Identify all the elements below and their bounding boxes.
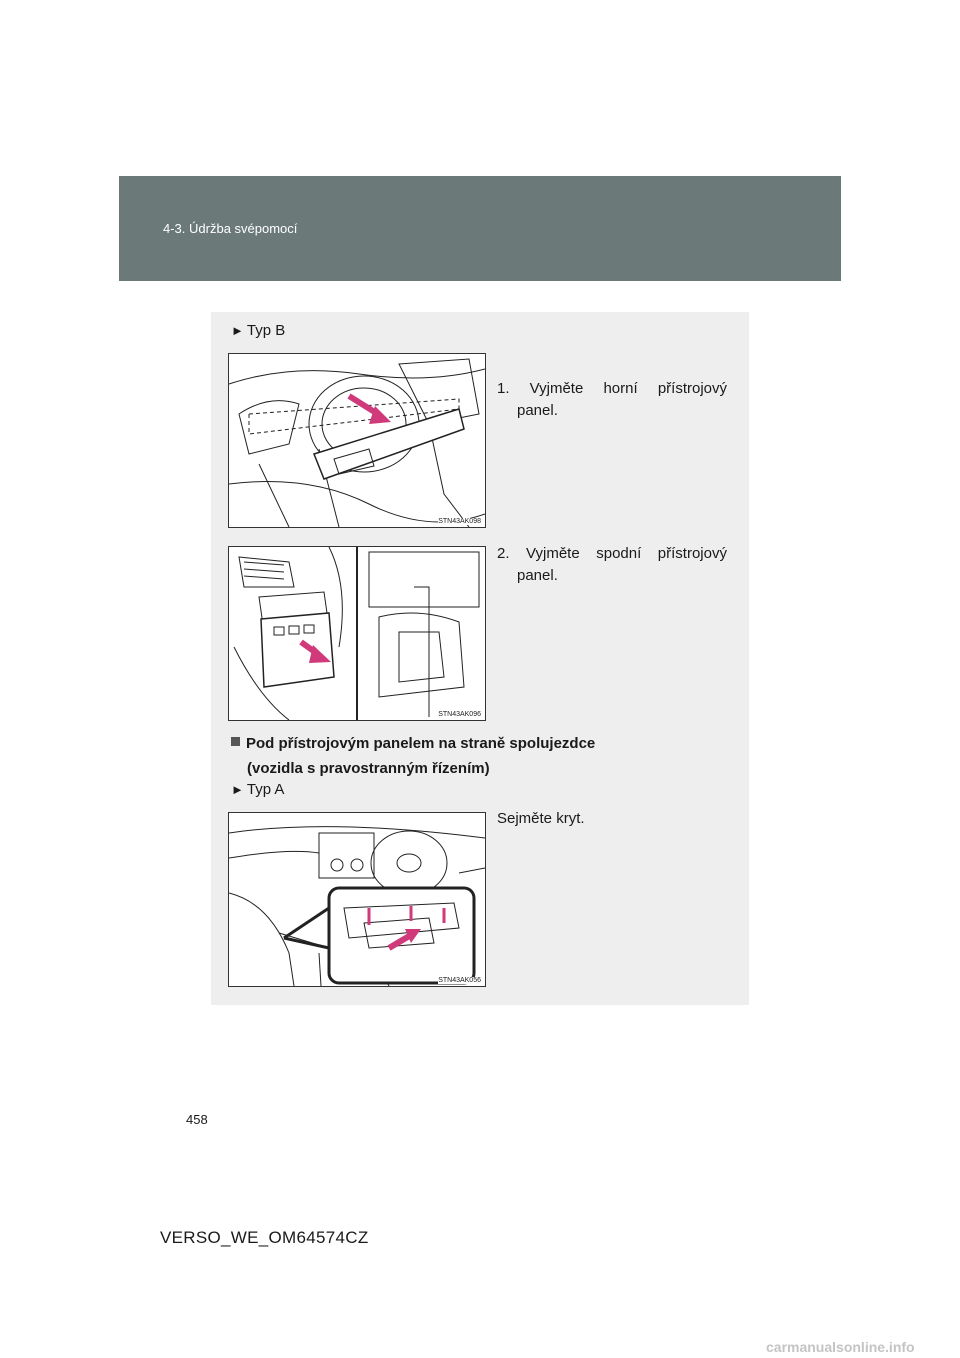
type-a-step-text: Sejměte kryt. [497, 810, 585, 827]
type-b-label: ► Typ B [231, 322, 286, 339]
triangle-bullet-icon: ► [231, 782, 244, 797]
section-title: 4-3. Údržba svépomocí [163, 221, 298, 236]
watermark: carmanualsonline.info [766, 1339, 915, 1355]
figure-upper-panel [228, 353, 486, 528]
illustration-cover [229, 813, 485, 986]
figure-code: STN43AK096 [438, 711, 481, 718]
document-code: VERSO_WE_OM64574CZ [160, 1228, 369, 1247]
figure-code: STN43AK098 [438, 518, 481, 525]
type-a-label: ► Typ A [231, 781, 285, 798]
step-1-text: 1. Vyjměte horní přístrojový panel. [497, 380, 727, 419]
square-bullet-icon [231, 737, 240, 746]
page-number: 458 [186, 1112, 208, 1127]
step-2-text: 2. Vyjměte spodní přístrojový panel. [497, 545, 727, 584]
figure-lower-panel [228, 546, 486, 721]
illustration-upper-panel [229, 354, 485, 527]
illustration-lower-panel [229, 547, 485, 720]
triangle-bullet-icon: ► [231, 323, 244, 338]
figure-cover [228, 812, 486, 987]
section-heading: Pod přístrojovým panelem na straně spolujezdce (vozidla s pravostranným řízením) [231, 731, 711, 781]
figure-code: STN43AK056 [438, 977, 481, 984]
